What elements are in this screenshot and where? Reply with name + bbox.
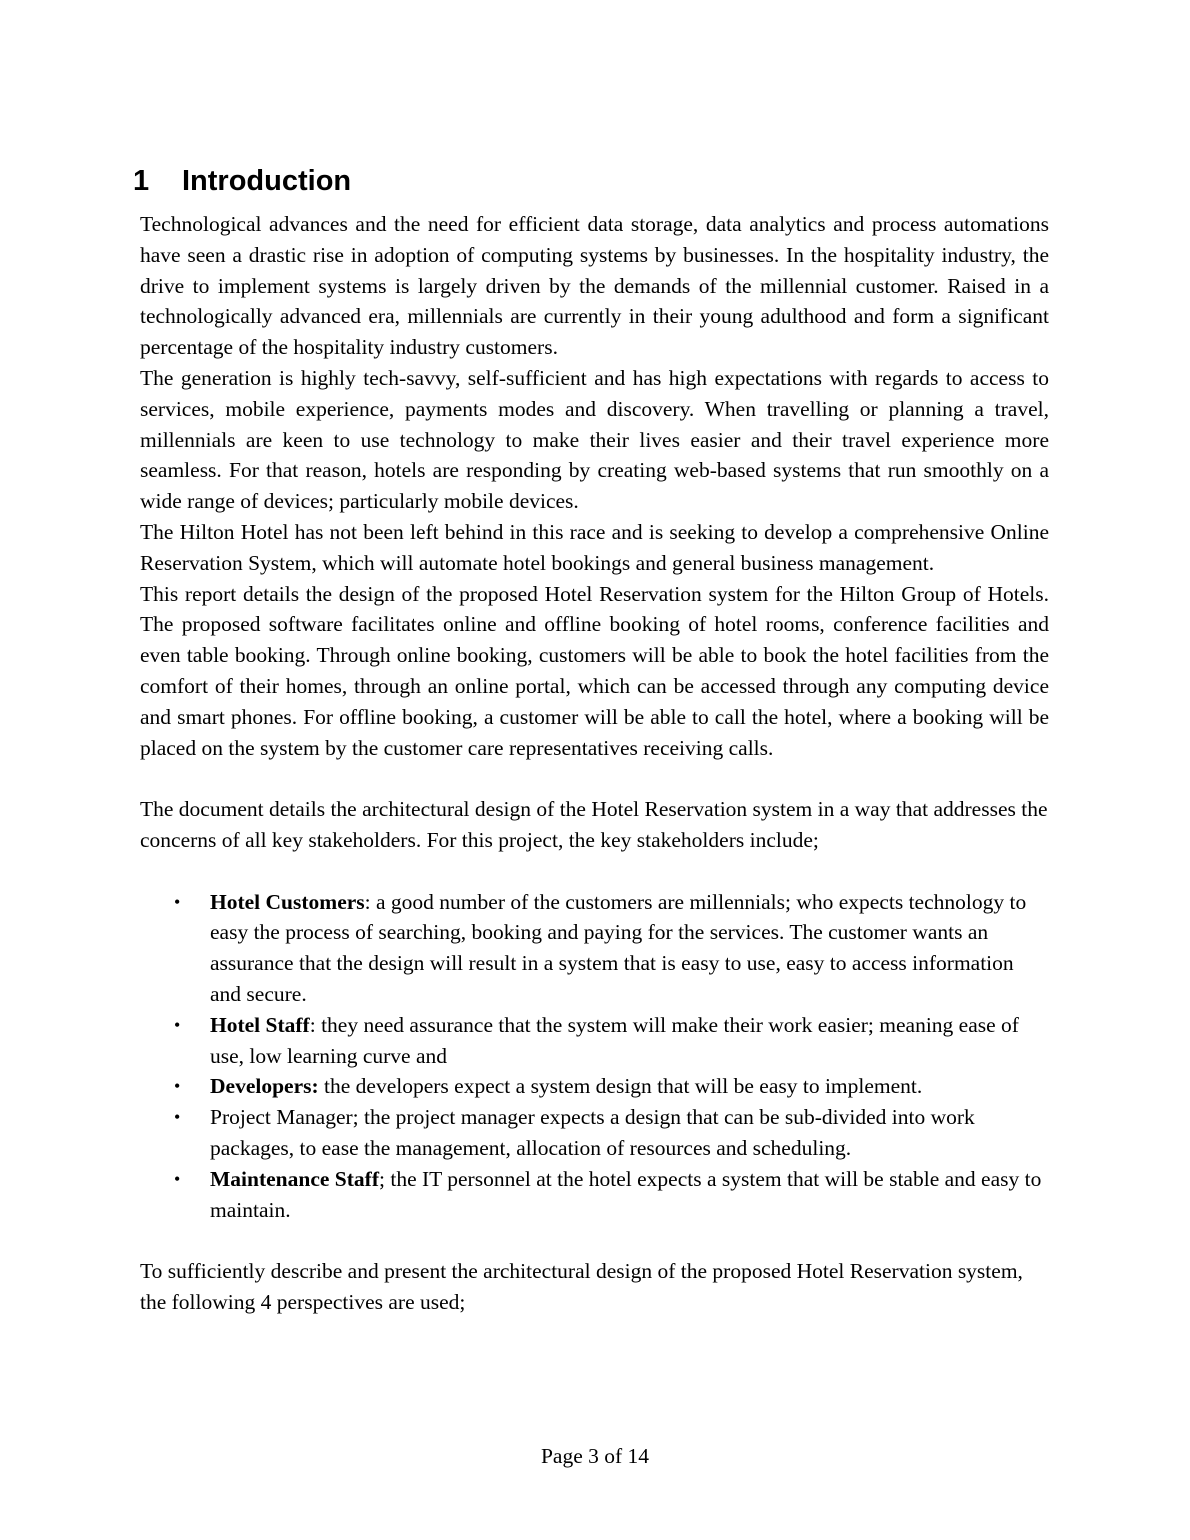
stakeholder-description: the developers expect a system design that will be easy to implement.: [318, 1074, 923, 1099]
page-number: Page 3 of 14: [540, 1444, 650, 1468]
bullet-icon: •: [174, 1168, 181, 1189]
stakeholders-intro-paragraph: The document details the architectural design of the Hotel Reservation system in a way that addresses the concerns of all key stakeholders. For this project, the key stakeholders include;: [140, 797, 1048, 852]
stakeholder-list: [140, 887, 1049, 1226]
stakeholder-description: : they need assurance that the system will make their work easier; meaning ease of use, low learning curve and: [210, 1012, 1019, 1068]
stakeholder-term: Hotel Customers: [210, 889, 365, 914]
stakeholder-term: Developers:: [210, 1074, 319, 1099]
document-body: [140, 209, 1049, 1318]
list-item: [140, 1010, 1049, 1072]
spacer: [140, 763, 1049, 794]
intro-paragraph-1: Technological advances and the need for efficient data storage, data analytics and process automations have seen a drastic rise in adoption of computing systems by businesses. In the hospitality industry, the drive to implement systems is largely driven by the demands of the millennial customer. Raised in a technologically advanced era, millennials are currently in their young adulthood and form a significant percentage of the hospitality industry customers.: [140, 212, 1049, 360]
list-item: [140, 1102, 1049, 1164]
page-footer: [0, 1441, 1190, 1471]
stakeholder-description: Project Manager; the project manager expects a design that can be sub-divided into work packages, to ease the management, allocation of resources and scheduling.: [210, 1105, 975, 1160]
bullet-icon: •: [174, 1014, 181, 1035]
intro-paragraph-3: The Hilton Hotel has not been left behind in this race and is seeking to develop a comprehensive Online Reservation System, which will automate hotel bookings and general business management.: [140, 519, 1049, 575]
spacer: [140, 856, 1049, 887]
bullet-icon: •: [174, 1076, 181, 1097]
bullet-icon: •: [174, 1107, 181, 1128]
section-heading: [133, 162, 351, 200]
stakeholder-description: : a good number of the customers are millennials; who expects technology to easy the process of searching, booking and paying for the services. The customer wants an assurance that the design will result in a system that is easy to use, easy to access information and secure.: [210, 889, 1027, 1006]
list-item: [140, 887, 1049, 1010]
stakeholder-term: Maintenance Staff: [210, 1166, 379, 1191]
intro-paragraph-4: This report details the design of the proposed Hotel Reservation system for the Hilton Group of Hotels. The proposed software facilitates online and offline booking of hotel rooms, conference facilities and even table booking. Through online booking, customers will be able to book the hotel facilities from the comfort of their homes, through an online portal, which can be accessed through any computing device and smart phones. For offline booking, a customer will be able to call the hotel, where a booking will be placed on the system by the customer care representatives receiving calls.: [140, 581, 1049, 760]
section-title: Introduction: [182, 165, 352, 197]
closing-paragraph: To sufficiently describe and present the architectural design of the proposed Hotel Reservation system, the following 4 perspectives are used;: [140, 1259, 1023, 1314]
stakeholder-description: ; the IT personnel at the hotel expects a system that will be stable and easy to maintain.: [210, 1166, 1042, 1222]
section-number: 1: [133, 165, 150, 197]
intro-paragraph-2: The generation is highly tech-savvy, self-sufficient and has high expectations with regards to access to services, mobile experience, payments modes and discovery. When travelling or planning a travel, millennials are keen to use technology to make their lives easier and their travel experience more seamless. For that reason, hotels are responding by creating web-based systems that run smoothly on a wide range of devices; particularly mobile devices.: [140, 365, 1049, 514]
bullet-icon: •: [174, 891, 181, 912]
stakeholder-term: Hotel Staff: [210, 1012, 310, 1037]
spacer: [140, 1225, 1049, 1256]
list-item: [140, 1164, 1049, 1226]
list-item: [140, 1071, 1049, 1102]
